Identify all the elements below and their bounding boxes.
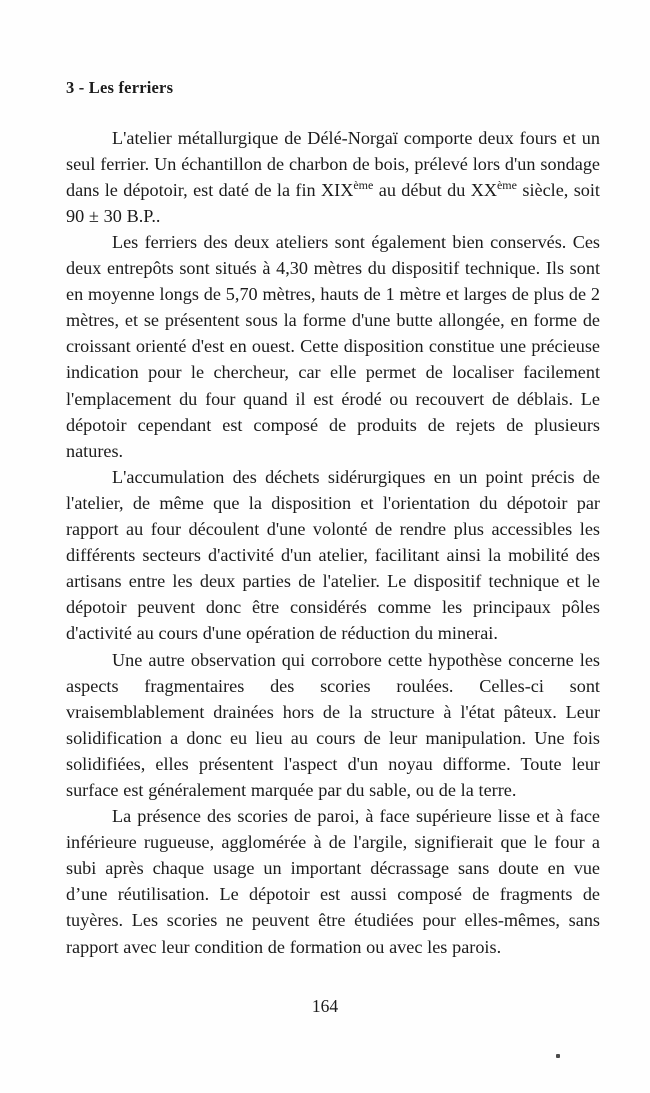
ordinal-suffix-20e: ème [496,177,517,192]
paragraph-1-text-part-2: au début du XX [373,179,497,200]
ordinal-suffix-19e: ème [353,177,374,192]
paragraph-1 [66,125,600,229]
scan-speck-artifact [556,1054,560,1058]
paragraph-3: L'accumulation des déchets sidérurgiques en un point précis de l'atelier, de même que la disposition et l'orientation du dépotoir par rapport au four découlent d'une volonté de rendre plus accessibles les différents secteurs d'activité d'un atelier, facilitant ainsi la mobilité des artisans entre les deux parties de l'atelier. Le dispositif technique et le dépotoir peuvent donc être considérés comme les principaux pôles d'activité au cours d'une opération de réduction du minerai. [66,466,600,644]
paragraph-1-text-part-1: L'atelier métallurgique de Délé-Norgaï comporte deux fours et un seul ferrier. Un échantillon de charbon de bois, prélevé lors d'un sondage dans le dépotoir, est daté de la fin XIX [66,127,600,200]
page-body [66,78,600,960]
paragraph-2: Les ferriers des deux ateliers sont également bien conservés. Ces deux entrepôts sont situés à 4,30 mètres du dispositif technique. Ils sont en moyenne longs de 5,70 mètres, hauts de 1 mètre et larges de plus de 2 mètres, et se présentent sous la forme d'une butte allongée, en forme de croissant orienté d'est en ouest. Cette disposition constitue une précieuse indication pour le chercheur, car elle permet de localiser facilement l'emplacement du four quand il est érodé ou recouvert de déblais. Le dépotoir cependant est composé de produits de rejets de plusieurs natures. [66,232,600,461]
paragraph-5: La présence des scories de paroi, à face supérieure lisse et à face inférieure rugueuse, agglomérée à de l'argile, signifierait que le four a subi après chaque usage un important décrassage sans doute en vue d’une réutilisation. Le dépotoir est aussi composé de fragments de tuyères. Les scories ne peuvent être étudiées pour elles-mêmes, sans rapport avec leur condition de formation ou avec les parois. [66,806,600,957]
paragraph-4: Une autre observation qui corrobore cette hypothèse concerne les aspects fragmentaires des scories roulées. Celles-ci sont vraisemblablement drainées hors de la structure à l'état pâteux. Leur solidification a donc eu lieu au cours de leur manipulation. Une fois solidifiées, elles présentent l'aspect d'un noyau difforme. Toute leur surface est généralement marquée par du sable, ou de la terre. [66,649,600,800]
page-number: 164 [311,996,339,1016]
section-heading: 3 - Les ferriers [66,78,174,97]
paragraph-1-text-part-3: siècle, soit 90 ± 30 B.P.. [66,179,600,226]
